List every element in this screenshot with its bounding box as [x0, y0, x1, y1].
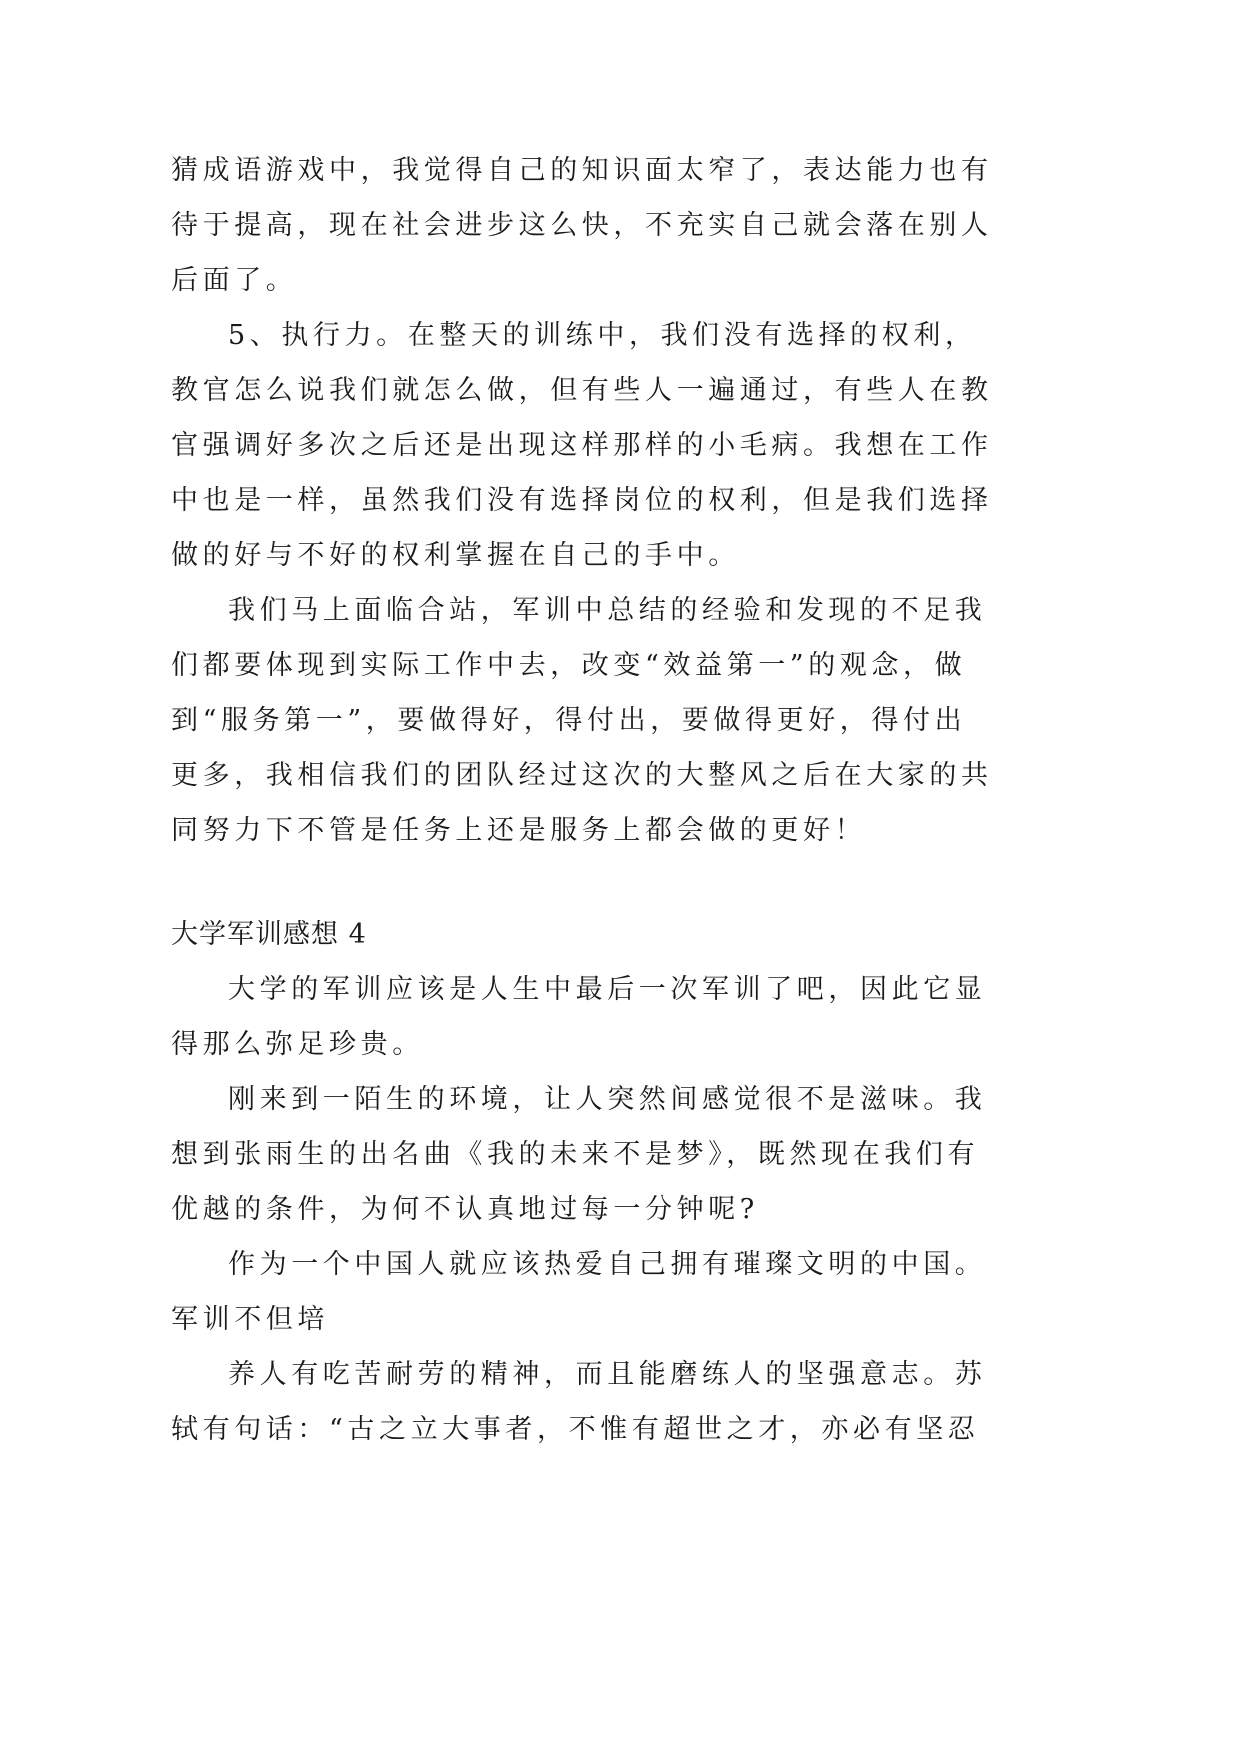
text-line: 更多，我相信我们的团队经过这次的大整风之后在大家的共 [171, 760, 993, 791]
text-line: 优越的条件，为何不认真地过每一分钟呢? [171, 1194, 759, 1225]
text-line: 作为一个中国人就应该热爱自己拥有璀璨文明的中国。 [228, 1249, 987, 1280]
text-line: 教官怎么说我们就怎么做，但有些人一遍通过，有些人在教 [171, 375, 993, 406]
document-body [171, 143, 993, 1457]
text-line: 军训不但培 [171, 1304, 329, 1335]
text-line: 大学的军训应该是人生中最后一次军训了吧，因此它显 [228, 974, 987, 1005]
text-line: 轼有句话：“古之立大事者，不惟有超世之才，亦必有坚忍 [171, 1414, 980, 1445]
text-line: 到“服务第一”，要做得好，得付出，要做得更好，得付出 [171, 705, 967, 736]
text-line: 同努力下不管是任务上还是服务上都会做的更好！ [171, 815, 867, 846]
text-line: 中也是一样，虽然我们没有选择岗位的权利，但是我们选择 [171, 485, 993, 516]
text-line: 得那么弥足珍贵。 [171, 1029, 424, 1060]
text-line: 我们马上面临合站，军训中总结的经验和发现的不足我 [228, 595, 987, 626]
paragraph [171, 962, 987, 1072]
paragraph [171, 143, 993, 308]
paragraph [171, 1237, 987, 1347]
paragraph [171, 1347, 987, 1457]
text-line: 刚来到一陌生的环境，让人突然间感觉很不是滋味。我 [228, 1084, 987, 1115]
paragraph [171, 1072, 987, 1237]
paragraph [171, 308, 993, 583]
text-line: 想到张雨生的出名曲《我的未来不是梦》，既然现在我们有 [171, 1139, 980, 1170]
section-title: 大学军训感想 4 [171, 919, 367, 950]
text-line: 们都要体现到实际工作中去，改变“效益第一”的观念，做 [171, 650, 967, 681]
text-line: 官强调好多次之后还是出现这样那样的小毛病。我想在工作 [171, 430, 993, 461]
text-line: 待于提高，现在社会进步这么快，不充实自己就会落在别人 [171, 210, 993, 241]
text-line: 后面了。 [171, 265, 298, 296]
text-line: 猜成语游戏中，我觉得自己的知识面太窄了，表达能力也有 [171, 155, 993, 186]
section-spacer [171, 858, 941, 907]
text-line: 做的好与不好的权利掌握在自己的手中。 [171, 540, 740, 571]
text-line: 5、执行力。在整天的训练中，我们没有选择的权利， [228, 320, 977, 351]
paragraph [171, 583, 993, 858]
text-line: 养人有吃苦耐劳的精神，而且能磨练人的坚强意志。苏 [228, 1359, 987, 1390]
